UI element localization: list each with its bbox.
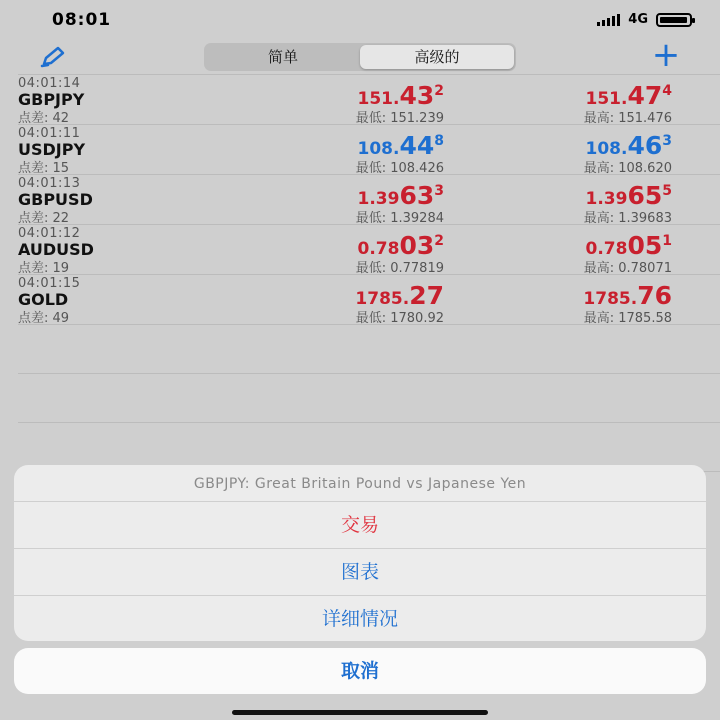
- bid-price-pre: 108.: [357, 139, 400, 159]
- low-label: 最低:: [355, 161, 391, 176]
- quote-time: 04:01:14: [18, 76, 81, 91]
- high-value: 108.620: [618, 161, 672, 176]
- bid-price-big: 43: [399, 81, 435, 110]
- high-label: 最高:: [583, 261, 619, 276]
- bid-price-pre: 1.39: [357, 189, 400, 209]
- ask-price: [586, 181, 673, 210]
- bid-price: [358, 181, 445, 210]
- bid-price-big: 27: [409, 281, 444, 310]
- ask-price-sup: 1: [662, 233, 672, 249]
- bid-price-big: 63: [399, 181, 435, 210]
- quote-row[interactable]: [18, 74, 720, 124]
- high-label: 最高:: [583, 161, 619, 176]
- cancel-button[interactable]: 取消: [14, 648, 706, 694]
- quote-row[interactable]: [18, 224, 720, 274]
- quote-symbol: GBPUSD: [18, 190, 93, 209]
- high-price: [584, 307, 672, 326]
- low-value: 1780.92: [390, 311, 444, 326]
- segment-simple[interactable]: 简单: [267, 48, 298, 66]
- low-label: 最低:: [355, 111, 391, 126]
- low-price: [356, 307, 444, 326]
- low-value: 108.426: [390, 161, 444, 176]
- bid-price: [358, 131, 445, 160]
- chart-action[interactable]: 图表: [14, 548, 706, 595]
- ask-price: [586, 231, 673, 260]
- low-label: 最低:: [355, 261, 391, 276]
- bid-price-big: 44: [399, 131, 435, 160]
- high-label: 最高:: [583, 211, 619, 226]
- details-action[interactable]: 详细情况: [14, 595, 706, 641]
- trade-action[interactable]: 交易: [14, 501, 706, 548]
- ask-price: [586, 81, 673, 110]
- low-label: 最低:: [355, 211, 391, 226]
- segment-advanced[interactable]: 高级的: [360, 45, 514, 69]
- ask-price-big: 47: [627, 81, 663, 110]
- ask-price-pre: 151.: [585, 89, 628, 109]
- empty-row: [18, 324, 720, 373]
- quote-row[interactable]: [18, 174, 720, 224]
- ask-price-sup: 3: [662, 133, 672, 149]
- bid-price-pre: 0.78: [357, 239, 400, 259]
- quote-time: 04:01:12: [18, 226, 81, 241]
- bid-price: [358, 231, 445, 260]
- quote-symbol: GOLD: [18, 290, 69, 309]
- ask-price-big: 46: [627, 131, 663, 160]
- ask-price-sup: 4: [662, 83, 672, 99]
- spread-label: 点差:: [18, 261, 53, 276]
- bid-price: [355, 281, 444, 310]
- ask-price-big: 65: [627, 181, 663, 210]
- spread-label: 点差:: [18, 111, 53, 126]
- bid-price-big: 03: [399, 231, 435, 260]
- ask-price-pre: 1.39: [585, 189, 628, 209]
- low-value: 1.39284: [390, 211, 444, 226]
- ask-price-pre: 108.: [585, 139, 628, 159]
- bid-price-pre: 1785.: [355, 289, 410, 309]
- quote-symbol: USDJPY: [18, 140, 86, 159]
- quote-row[interactable]: [18, 274, 720, 324]
- quote-list: [18, 74, 720, 520]
- status-indicators: [597, 12, 692, 27]
- high-value: 1785.58: [618, 311, 672, 326]
- spread-value: 15: [52, 161, 70, 176]
- quote-time: 04:01:13: [18, 176, 81, 191]
- spread-value: 42: [52, 111, 70, 126]
- toolbar: [0, 35, 720, 75]
- action-sheet: [14, 465, 706, 641]
- network-label: 4G: [628, 12, 648, 27]
- status-bar: [0, 0, 720, 40]
- low-value: 0.77819: [390, 261, 444, 276]
- empty-row: [18, 373, 720, 422]
- bid-price-sup: 2: [434, 83, 444, 99]
- home-indicator: [232, 710, 488, 715]
- bid-price-sup: 3: [434, 183, 444, 199]
- spread-value: 19: [52, 261, 70, 276]
- signal-icon: [597, 14, 620, 26]
- quote-symbol: AUDUSD: [18, 240, 94, 259]
- empty-row: [18, 422, 720, 471]
- quote-time: 04:01:15: [18, 276, 81, 291]
- spread-value: 22: [52, 211, 70, 226]
- ask-price-big: 76: [637, 281, 672, 310]
- action-sheet-title: GBPJPY: Great Britain Pound vs Japanese Yen: [193, 476, 527, 492]
- add-symbol-button[interactable]: +: [651, 35, 681, 75]
- ask-price-pre: 1785.: [583, 289, 638, 309]
- spread-value: 49: [52, 311, 70, 326]
- bid-price-pre: 151.: [357, 89, 400, 109]
- ask-price-pre: 0.78: [585, 239, 628, 259]
- ask-price-sup: 5: [662, 183, 672, 199]
- bid-price: [358, 81, 445, 110]
- ask-price: [586, 131, 673, 160]
- battery-icon: [656, 13, 692, 27]
- spread-label: 点差:: [18, 211, 53, 226]
- quote-row[interactable]: [18, 124, 720, 174]
- high-value: 1.39683: [618, 211, 672, 226]
- bid-price-sup: 2: [434, 233, 444, 249]
- spread-label: 点差:: [18, 161, 53, 176]
- high-label: 最高:: [583, 111, 619, 126]
- high-value: 151.476: [618, 111, 672, 126]
- view-mode-segmented-control: [204, 43, 516, 71]
- high-value: 0.78071: [618, 261, 672, 276]
- ask-price-big: 05: [627, 231, 663, 260]
- quote-time: 04:01:11: [18, 126, 81, 141]
- edit-button[interactable]: [38, 44, 68, 70]
- high-label: 最高:: [583, 311, 619, 326]
- ask-price: [583, 281, 672, 310]
- quote-symbol: GBPJPY: [18, 90, 85, 109]
- spread-label: 点差:: [18, 311, 53, 326]
- low-value: 151.239: [390, 111, 444, 126]
- status-time: 08:01: [52, 10, 112, 30]
- pencil-icon: [38, 44, 68, 70]
- low-label: 最低:: [355, 311, 391, 326]
- bid-price-sup: 8: [434, 133, 444, 149]
- quote-spread: [18, 307, 69, 326]
